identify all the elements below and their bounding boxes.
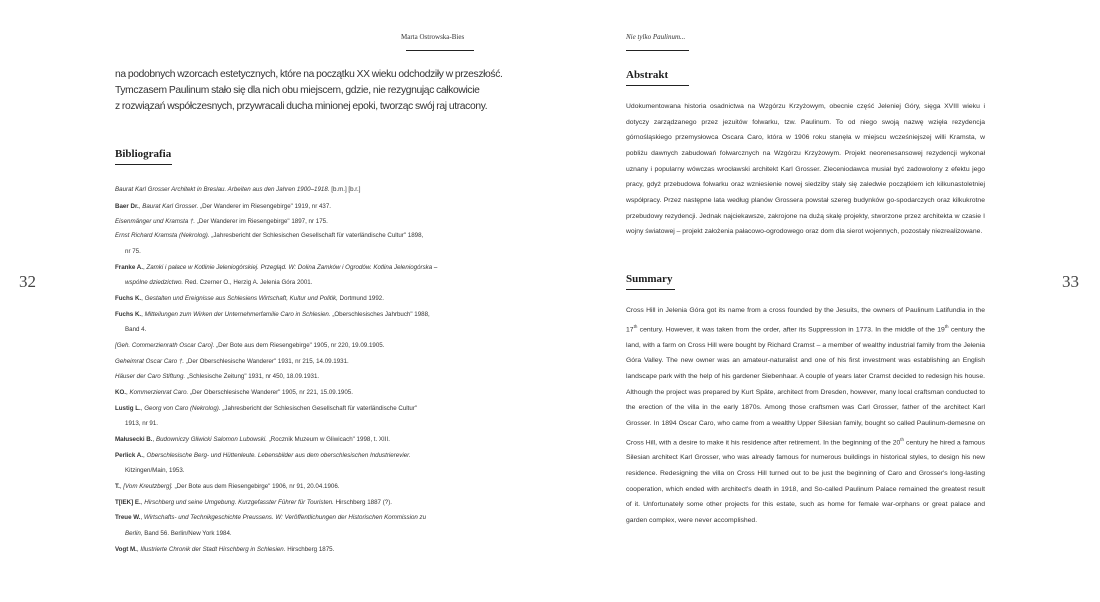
bibliography-entry: KO., Kommerzienrat Caro. „Der Oberschlesische Wanderer" 1905, nr 221, 15.09.1905.: [115, 389, 353, 396]
bibliography-entry: [Geh. Commerzienrath Oscar Caro]. „Der Bote aus dem Riesengebirge" 1905, nr 220, 19.09.1905.: [115, 342, 385, 349]
bibliography-title-text: Geheimrat Oscar Caro †.: [115, 358, 185, 365]
abstract-title-rule: [626, 85, 689, 86]
running-head-rule-left: [406, 50, 474, 51]
bibliography-entry: wspólne dziedzictwo. Red. Czerner O., Herzig A. Jelenia Góra 2001.: [125, 279, 313, 286]
bibliography-author: Małusecki B.: [115, 436, 153, 443]
bibliography-author: KO.: [115, 389, 127, 396]
bibliography-title-text: Ernst Richard Kramsta (Nekrolog).: [115, 232, 210, 239]
bibliography-author: Treue W.: [115, 514, 141, 521]
bibliography-title-text: Budowniczy Gliwicki Salomon Lubowski.: [155, 436, 268, 443]
bibliography-entry: T., [Vom Kreutzberg]. „Der Bote aus dem Riesengebirge" 1906, nr 91, 20.04.1906.: [115, 483, 340, 490]
bibliography-title-text: Hirschberg und seine Umgebung. Kurzgefasster Führer für Touristen.: [144, 499, 334, 506]
bibliography-title-text: Kommerzienrat Caro.: [129, 389, 189, 396]
bibliography-author: T[IEK] E.: [115, 499, 141, 506]
bibliography-entry: Perlick A., Oberschlesische Berg- und Hüttenleute. Lebensbilder aus dem oberschlesischen Industrierevier.: [115, 452, 411, 459]
intro-line: Tymczasem Paulinum stało się dla nich obu miejscem, gdzie, nie rezygnując całkowicie: [115, 85, 480, 96]
bibliography-author: Perlick A.: [115, 452, 143, 459]
bibliography-title-text: Gestalten und Ereignisse aus Schlesiens Wirtschaft, Kultur und Politik,: [144, 295, 338, 302]
bibliography-author: Vogt M.: [115, 546, 137, 553]
bibliography-author: Baer Dr.: [115, 203, 139, 210]
ordinal-suffix: th: [633, 323, 638, 329]
bibliography-author: T.: [115, 483, 120, 490]
bibliography-entry: Fuchs K., Mitteilungen zum Wirken der Unternehmerfamilie Caro in Schlesien. „Oberschlesisches Jahrbuch" 1988,: [115, 311, 430, 318]
page-number-left: 32: [19, 272, 36, 291]
bibliography-title-text: Berlin,: [125, 530, 143, 537]
bibliography-entry: Małusecki B., Budowniczy Gliwicki Salomon Lubowski. „Rocznik Muzeum w Gliwicach" 1998, t. XIII.: [115, 436, 390, 443]
abstract-title: Abstrakt: [626, 69, 669, 81]
right-page: [550, 0, 1100, 602]
bibliography-entry: Band 4.: [125, 326, 147, 333]
bibliography-entry: Geheimrat Oscar Caro †. „Der Oberschlesische Wanderer" 1931, nr 215, 14.09.1931.: [115, 358, 349, 365]
bibliography-title-text: [Vom Kreutzberg].: [123, 483, 173, 490]
bibliography-title-text: Mitteilungen zum Wirken der Unternehmerfamilie Caro in Schlesien.: [144, 311, 331, 318]
summary-paragraph: Cross Hill in Jelenia Góra got its name from a cross founded by the Jesuits, the owners of Paulinum Latifundia in the 17th century. However, it was taken from the order, after its Suppression in 1773. In the middle of the 19th century the land, with a farm on Cross Hill were bought by Richard Cramst – a member of wealthy industrial family from the Jelenia Góra Valley. The new owner was an amateur-naturalist and one of his first investment was establishing an English landscape park with the help of his gardener Siebenhaar. A couple of years later Cramst decided to redesign his house. Although the project was prepared by Kurt Späte, architect from Dresden, however, many local craftsman conducted to the erection of the villa in the early 1870s. Among those craftsmen was Carl Grosser, father of the architect Karl Grosser. In 1894 Oscar Caro, who came from a wealthy Upper Silesian family, bought so called Paulinum-demesne on Cross Hill, with a desire to make it his residence after retirement. In the beginning of the 20th century he hired a famous Silesian architect Karl Grosser, who was already famous for numerous buildings in historical styles, to design his new residence. Redesigning the villa on Cross Hill turned out to be just the beginning of Caro and Grosser's long-lasting cooperation, which ended with architect's death in 1918, and So-called Paulinum Palace remained the greatest result of it. Unfortunately some other projects for this estate, such as home for female war-orphans or great palace and garden complex, were never accomplished.: [626, 307, 985, 525]
intro-paragraph: [115, 67, 503, 115]
abstract-paragraph: Udokumentowana historia osadnictwa na Wzgórzu Krzyżowym, obecnie część Jeleniej Góry, sięga XVIII wieku i dotyczy zarządzanego przez jezuitów folwarku, tzw. Paulinum. To od niego swoją nazwę wzięła rezydencja górnośląskiego przemysłowca Oscara Caro, która w 1906 roku stanęła w miejscu wcześniejszej willi Kramsta, w pobliżu dawnych zabudowań folwarcznych na Wzgórzu Krzyżowym. Projekt neorenesansowej rezydencji wykonał uznany i popularny wówczas wrocławski architekt Karl Grosser. Zleceniodawca musiał być zadowolony z efektu jego pracy, gdyż przebudowa folwarku oraz wzniesienie nowej siedziby stały się zaledwie początkiem ich kilkunastoletniej współpracy. Przez następne lata według planów Grossera powstał szereg budynków go-spodarczych oraz kilkukrotne przebudowy rezydencji. Jednak najciekawsze, zakrojone na dużą skalę projekty, stworzone przez architekta w czasie I wojny światowej – projekt założenia pałacowo-ogrodowego oraz dom dla sierot wojennych, pozostały niezrealizowane.: [626, 103, 985, 236]
bibliography-entry: Fuchs K., Gestalten und Ereignisse aus Schlesiens Wirtschaft, Kultur und Politik, Dortmund 1992.: [115, 295, 384, 302]
intro-line: z rozwiązań współczesnych, przywracali ducha minionej epoki, tworząc swój raj utracony.: [115, 101, 488, 112]
bibliography-title-text: Baurat Karl Grosser Architekt in Breslau. Arbeiten aus den Jahren 1900–1918.: [115, 186, 330, 193]
bibliography-author: Fuchs K.: [115, 311, 142, 318]
bibliography-title-text: Georg von Caro (Nekrolog).: [144, 405, 221, 412]
ordinal-suffix: th: [900, 436, 905, 442]
summary-title: Summary: [626, 273, 673, 285]
bibliography-entry: Berlin, Band 56. Berlin/New York 1984.: [125, 530, 232, 537]
page-number-right: 33: [1062, 272, 1079, 291]
bibliography-entry: T[IEK] E., Hirschberg und seine Umgebung. Kurzgefasster Führer für Touristen. Hirschberg 1887 (?).: [115, 499, 392, 506]
running-head-left: Marta Ostrowska-Bies: [401, 33, 465, 41]
bibliography-title-text: Baurat Karl Grosser.: [142, 203, 199, 210]
running-head-rule-right: [626, 50, 689, 51]
bibliography-title-text: Häuser der Caro Stiftung.: [115, 373, 186, 380]
bibliography-title-text: Zamki i pałace w Kotlinie Jeleniogórskiej. Przegląd. W: Dolina Zamków i Ogrodów. Kotlina Jeleniogórska –: [146, 264, 438, 271]
bibliography-entry: 1913, nr 91.: [125, 420, 159, 427]
bibliography-title-text: Oberschlesische Berg- und Hüttenleute. Lebensbilder aus dem oberschlesischen Industrierevier.: [146, 452, 411, 459]
bibliography-title-rule: [115, 164, 172, 165]
intro-line: na podobnych wzorcach estetycznych, które na początku XX wieku odchodziły w przeszłość.: [115, 69, 503, 80]
running-head-right: Nie tylko Paulinum...: [626, 33, 686, 41]
bibliography-entry: Häuser der Caro Stiftung. „Schlesische Zeitung" 1931, nr 450, 18.09.1931.: [115, 373, 320, 380]
bibliography-entry: Baurat Karl Grosser Architekt in Breslau. Arbeiten aus den Jahren 1900–1918. [b.m.] [b.r.]: [115, 186, 361, 193]
bibliography-author: Fuchs K.: [115, 295, 142, 302]
bibliography-title-text: Eisenmänger und Kramsta †.: [115, 218, 196, 225]
bibliography-title-text: Illustrierte Chronik der Stadt Hirschberg in Schlesien.: [140, 546, 286, 553]
bibliography-entry: Ernst Richard Kramsta (Nekrolog). „Jahresbericht der Schlesischen Gesellschaft für vaterländische Cultur" 1898,: [115, 232, 424, 239]
bibliography-entry: Baer Dr., Baurat Karl Grosser. „Der Wanderer im Riesengebirge" 1919, nr 437.: [115, 203, 332, 210]
bibliography-title-text: Wirtschafts- und Technikgeschichte Preussens. W: Veröffentlichungen der Historischen Kommission zu: [143, 514, 427, 521]
bibliography-author: Lustig L.: [115, 405, 141, 412]
bibliography-author: Franke A.: [115, 264, 143, 271]
bibliography-entry: Treue W., Wirtschafts- und Technikgeschichte Preussens. W: Veröffentlichungen der Historischen Kommission zu: [115, 514, 427, 521]
summary-title-rule: [626, 289, 675, 290]
bibliography-entry: nr 75.: [125, 248, 141, 255]
ordinal-suffix: th: [944, 323, 949, 329]
bibliography-entry: Eisenmänger und Kramsta †. „Der Wanderer im Riesengebirge" 1897, nr 175.: [115, 218, 328, 225]
bibliography-entry: Lustig L., Georg von Caro (Nekrolog). „Jahresbericht der Schlesischen Gesellschaft für vaterländische Cultur": [115, 405, 418, 412]
bibliography-title-text: wspólne dziedzictwo.: [125, 279, 184, 286]
bibliography-title: Bibliografia: [115, 148, 172, 160]
bibliography-entry: Vogt M., Illustrierte Chronik der Stadt Hirschberg in Schlesien. Hirschberg 1875.: [115, 546, 335, 553]
bibliography-entry: Kitzingen/Main, 1953.: [125, 467, 185, 474]
bibliography-entry: Franke A., Zamki i pałace w Kotlinie Jeleniogórskiej. Przegląd. W: Dolina Zamków i Ogrodów. Kotlina Jeleniogórska –: [115, 264, 438, 271]
bibliography-title-text: [Geh. Commerzienrath Oscar Caro].: [115, 342, 215, 349]
